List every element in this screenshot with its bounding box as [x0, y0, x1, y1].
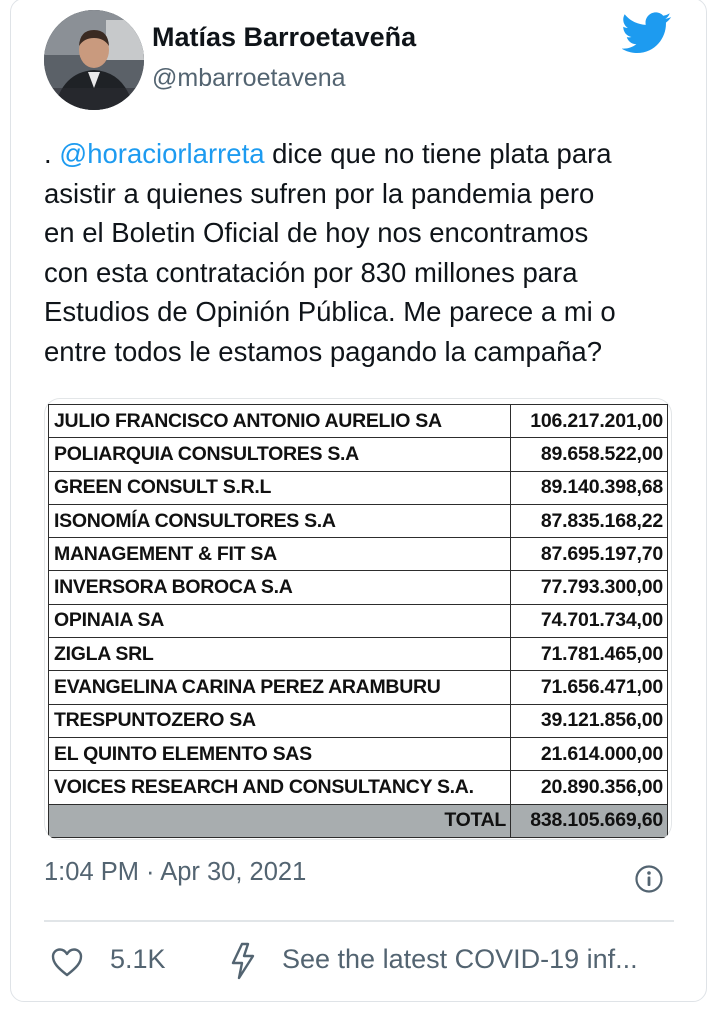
amount-cell: 89.140.398,68	[511, 471, 668, 504]
firm-cell: OPINAIA SA	[49, 604, 511, 637]
table-row	[49, 638, 668, 671]
mention-link[interactable]: @horaciorlarreta	[59, 138, 265, 169]
divider	[44, 920, 674, 922]
author-handle[interactable]: @mbarroetavena	[152, 64, 346, 92]
tweet-line-2: asistir a quienes sufren por la pandemia pero	[44, 177, 595, 209]
table-row	[49, 671, 668, 704]
tweet-line-3: en el Boletin Oficial de hoy nos encontramos	[44, 217, 589, 249]
table-row	[49, 604, 668, 637]
total-amount: 838.105.669,60	[511, 804, 668, 837]
firm-cell: VOICES RESEARCH AND CONSULTANCY S.A.	[49, 771, 511, 804]
total-row	[49, 804, 668, 837]
tweet-lead: .	[44, 138, 60, 169]
info-icon[interactable]	[634, 864, 664, 894]
twitter-bird-icon	[622, 12, 672, 54]
like-count[interactable]: 5.1K	[110, 944, 166, 974]
amount-cell: 71.656.471,00	[511, 671, 668, 704]
firm-cell: MANAGEMENT & FIT SA	[49, 538, 511, 571]
table-row	[49, 571, 668, 604]
tweet-line-4: con esta contratación por 830 millones para	[44, 256, 578, 288]
table-row	[49, 438, 668, 471]
attached-image[interactable]	[44, 398, 672, 840]
amount-cell: 20.890.356,00	[511, 771, 668, 804]
table-row	[49, 771, 668, 804]
tweet-line-1	[44, 134, 684, 174]
table-row	[49, 538, 668, 571]
firm-cell: EVANGELINA CARINA PEREZ ARAMBURU	[49, 671, 511, 704]
tweet-text	[44, 134, 684, 372]
firm-cell: ISONOMÍA CONSULTORES S.A	[49, 504, 511, 537]
lightning-icon[interactable]	[228, 941, 258, 981]
tweet-line-1-rest: dice que no tiene plata para	[264, 138, 612, 169]
amount-cell: 74.701.734,00	[511, 604, 668, 637]
firm-cell: JULIO FRANCISCO ANTONIO AURELIO SA	[49, 405, 511, 438]
total-label: TOTAL	[49, 804, 511, 837]
tweet-timestamp[interactable]: 1:04 PM · Apr 30, 2021	[44, 858, 307, 886]
tweet-line-6: entre todos le estamos pagando la campaña?	[44, 335, 603, 367]
tweet-line-5: Estudios de Opinión Pública. Me parece a mi o	[44, 296, 616, 328]
table-row	[49, 405, 668, 438]
amount-cell: 106.217.201,00	[511, 405, 668, 438]
heart-icon[interactable]	[50, 946, 84, 978]
firm-cell: POLIARQUIA CONSULTORES S.A	[49, 438, 511, 471]
table-row	[49, 737, 668, 770]
contracts-table	[48, 404, 668, 838]
firm-cell: ZIGLA SRL	[49, 638, 511, 671]
firm-cell: INVERSORA BOROCA S.A	[49, 571, 511, 604]
firm-cell: GREEN CONSULT S.R.L	[49, 471, 511, 504]
amount-cell: 89.658.522,00	[511, 438, 668, 471]
avatar[interactable]	[44, 10, 144, 110]
firm-cell: EL QUINTO ELEMENTO SAS	[49, 737, 511, 770]
table-row	[49, 704, 668, 737]
table-row	[49, 504, 668, 537]
author-display-name[interactable]: Matías Barroetaveña	[152, 22, 417, 52]
amount-cell: 21.614.000,00	[511, 737, 668, 770]
amount-cell: 77.793.300,00	[511, 571, 668, 604]
covid-info-link[interactable]: See the latest COVID-19 inf...	[282, 944, 638, 974]
table-row	[49, 471, 668, 504]
amount-cell: 71.781.465,00	[511, 638, 668, 671]
amount-cell: 87.695.197,70	[511, 538, 668, 571]
amount-cell: 39.121.856,00	[511, 704, 668, 737]
firm-cell: TRESPUNTOZERO SA	[49, 704, 511, 737]
amount-cell: 87.835.168,22	[511, 504, 668, 537]
